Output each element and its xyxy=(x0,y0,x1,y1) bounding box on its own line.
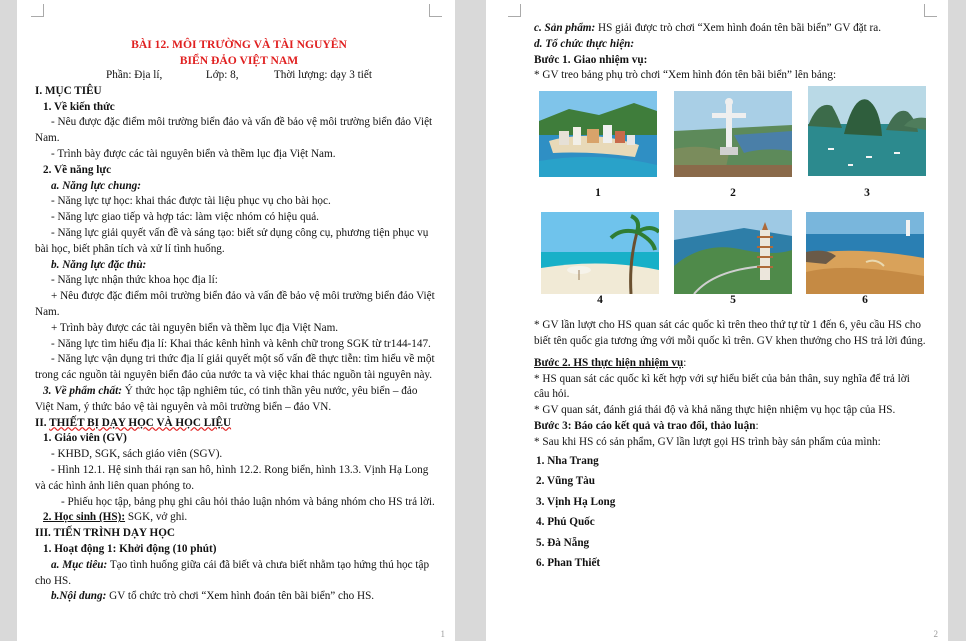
subheading-activity-1: 1. Hoạt động 1: Khởi động (10 phút) xyxy=(43,542,217,555)
step-3-heading-line xyxy=(534,419,936,435)
paragraph-line: câu hỏi. xyxy=(534,388,570,401)
photo-grid xyxy=(534,86,936,318)
photo-phan-thiet xyxy=(806,212,924,294)
paragraph-line-product xyxy=(534,21,936,37)
photo-number: 2 xyxy=(730,187,736,200)
paragraph-line: + Trình bày được các tài nguyên biển và thềm lục địa Việt Nam. xyxy=(51,321,339,334)
paragraph-line: - Phiếu học tập, bảng phụ ghi câu hỏi thảo luận nhóm và bảng nhóm cho HS trả lời. xyxy=(61,495,435,508)
paragraph-line-students xyxy=(35,510,443,526)
document-page-right xyxy=(486,0,948,641)
document-page-left xyxy=(17,0,455,641)
paragraph-line: - Hình 12.1. Hệ sinh thái rạn san hô, hình 12.2. Rong biển, hình 13.3. Vịnh Hạ Long xyxy=(51,463,429,476)
meta-subject: Phần: Địa lí, xyxy=(106,69,163,81)
section-heading-process: III. TIẾN TRÌNH DẠY HỌC xyxy=(35,527,175,540)
photo-number: 4 xyxy=(597,294,603,307)
paragraph-line: - Trình bày được các tài nguyên biển và thềm lục địa Việt Nam. xyxy=(51,147,336,160)
paragraph-line: - Năng lực tự học: khai thác được tài liệu phục vụ cho bài học. xyxy=(51,195,331,208)
paragraph-line: * GV treo bảng phụ trò chơi “Xem hình đón tên bãi biển” lên bảng: xyxy=(534,69,837,82)
paragraph-line-content xyxy=(35,589,443,605)
paragraph-line: * Sau khi HS có sản phẩm, GV lần lượt gọi HS trình bày sản phẩm của mình: xyxy=(534,435,881,448)
paragraph-line-qualities xyxy=(35,384,443,400)
students-text: SGK, vở ghi. xyxy=(125,511,188,524)
subheading-organization: d. Tổ chức thực hiện: xyxy=(534,37,635,50)
qualities-label: 3. Về phẩm chất: xyxy=(43,384,122,397)
lesson-title-line2: BIỂN ĐẢO VIỆT NAM xyxy=(179,53,299,67)
photo-vung-tau xyxy=(674,91,792,177)
answer-item: 6. Phan Thiết xyxy=(536,557,601,570)
step-2-colon: : xyxy=(683,356,687,369)
paragraph-line: - Năng lực giao tiếp và hợp tác: làm việc nhóm có hiệu quả. xyxy=(51,211,319,224)
paragraph-line-objective xyxy=(35,558,443,574)
photo-ha-long-bay xyxy=(808,86,926,176)
students-label: 2. Học sinh (HS): xyxy=(43,511,126,524)
product-label: c. Sản phẩm: xyxy=(534,22,596,34)
answer-item: 4. Phú Quốc xyxy=(536,516,595,529)
paragraph-line: * HS quan sát các quốc kì kết hợp với sự hiểu biết của bản thân, suy nghĩa để trả lời xyxy=(534,372,910,385)
paragraph-line: - Năng lực giải quyết vấn đề và sáng tạo: biết sử dụng công cụ, phương tiện phục vụ xyxy=(51,226,429,239)
paragraph-line: - Năng lực vận dụng tri thức địa lí giải quyết một số vấn đề thực tiễn: tìm hiểu về một xyxy=(51,353,435,366)
photo-number: 6 xyxy=(862,294,868,307)
subheading-specific-competence: b. Năng lực đặc thù: xyxy=(51,258,147,271)
product-text: HS giải được trò chơi “Xem hình đoán tên bãi biển” GV đặt ra. xyxy=(595,22,882,34)
step-3-heading: Bước 3: Báo cáo kết quả và trao đổi, thảo luận xyxy=(534,419,756,432)
meta-duration: Thời lượng: dạy 3 tiết xyxy=(273,69,372,81)
subheading-knowledge: 1. Về kiến thức xyxy=(43,100,115,113)
section-title-equipment: THIẾT BỊ DẠY HỌC VÀ HỌC LIỆU xyxy=(49,416,232,429)
photo-nha-trang xyxy=(539,91,657,177)
page-content xyxy=(35,37,443,605)
step-1-heading: Bước 1. Giao nhiệm vụ: xyxy=(534,53,648,66)
paragraph-line: + Nêu được đặc điểm môi trường biển đảo và vấn đề bảo vệ môi trường biển đảo Việt xyxy=(51,290,435,303)
paragraph-line: - Năng lực nhận thức khoa học địa lí: xyxy=(51,274,218,287)
page-corner-mark xyxy=(31,4,44,17)
answer-item: 5. Đà Nẵng xyxy=(536,536,590,549)
meta-grade: Lớp: 8, xyxy=(205,69,239,81)
section-heading-objectives: I. MỤC TIÊU xyxy=(35,84,102,97)
page-content xyxy=(534,21,936,574)
paragraph-line: Việt Nam, ý thức bảo vệ tài nguyên và môi trường biển – đảo VN. xyxy=(35,400,332,413)
paragraph-line: Nam. xyxy=(35,132,60,145)
paragraph-line: trong các nguồn tài nguyên biển đảo của nước ta và việc khai thác nguồn tài nguyên này. xyxy=(35,369,433,382)
photo-number: 5 xyxy=(730,294,736,307)
qualities-text: Ý thức học tập nghiêm túc, có tinh thần yêu nước, yêu biển – đảo xyxy=(121,384,418,397)
photo-da-nang xyxy=(674,210,792,294)
content-label: b.Nội dung: xyxy=(51,590,107,603)
photo-number: 3 xyxy=(864,187,870,200)
answer-item: 1. Nha Trang xyxy=(536,454,599,467)
section-number: II. xyxy=(35,416,50,429)
page-number: 2 xyxy=(933,629,938,639)
paragraph-line: và các hình ảnh liên quan phóng to. xyxy=(35,479,195,492)
content-text: GV tổ chức trò chơi “Xem hình đoán tên bãi biển” cho HS. xyxy=(106,590,375,603)
subheading-general-competence: a. Năng lực chung: xyxy=(51,179,141,192)
subheading-teacher: 1. Giáo viên (GV) xyxy=(43,432,127,445)
paragraph-line: cho HS. xyxy=(35,574,72,587)
paragraph-line: Nam. xyxy=(35,305,60,318)
objective-text: Tạo tình huống giữa cái đã biết và chưa biết nhằm tạo hứng thú học tập xyxy=(107,558,430,571)
paragraph-line: - Nêu được đặc điểm môi trường biển đảo và vấn đề bảo vệ môi trường biển đảo Việt xyxy=(51,116,433,129)
lesson-title-line1: BÀI 12. MÔI TRƯỜNG VÀ TÀI NGUYÊN xyxy=(131,38,347,51)
objective-label: a. Mục tiêu: xyxy=(51,558,108,571)
paragraph-line: * GV lần lượt cho HS quan sát các quốc kì trên theo thứ tự từ 1 đến 6, yêu cầu HS cho xyxy=(534,319,921,332)
step-2-heading-line xyxy=(534,356,936,372)
step-3-colon: : xyxy=(755,419,759,432)
photo-number: 1 xyxy=(595,187,601,200)
lesson-meta xyxy=(35,68,443,84)
subheading-competence: 2. Về năng lực xyxy=(43,163,112,176)
paragraph-line: bài học, biết phân tích và xử lí tình huống. xyxy=(35,242,225,255)
step-2-heading: Bước 2. HS thực hiện nhiệm vụ xyxy=(534,356,684,369)
answer-item: 2. Vũng Tàu xyxy=(536,475,595,488)
paragraph-line: - Năng lực tìm hiểu địa lí: Khai thác kênh hình và kênh chữ trong SGK từ tr144-147. xyxy=(51,337,431,350)
paragraph-line: - KHBD, SGK, sách giáo viên (SGV). xyxy=(51,448,223,461)
answer-item: 3. Vịnh Hạ Long xyxy=(536,495,616,508)
page-number: 1 xyxy=(440,629,445,639)
paragraph-line: biết tên quốc gia tương ứng với mỗi quốc kì trên. GV khen thưởng cho HS trả lời đúng. xyxy=(534,334,926,347)
page-corner-mark xyxy=(508,4,521,17)
photo-phu-quoc xyxy=(541,212,659,294)
paragraph-line: * GV quan sát, đánh giá thái độ và khả năng thực hiện nhiệm vụ học tập của HS. xyxy=(534,404,896,417)
section-heading-equipment xyxy=(35,416,443,432)
page-corner-mark xyxy=(924,4,937,17)
page-corner-mark xyxy=(429,4,442,17)
